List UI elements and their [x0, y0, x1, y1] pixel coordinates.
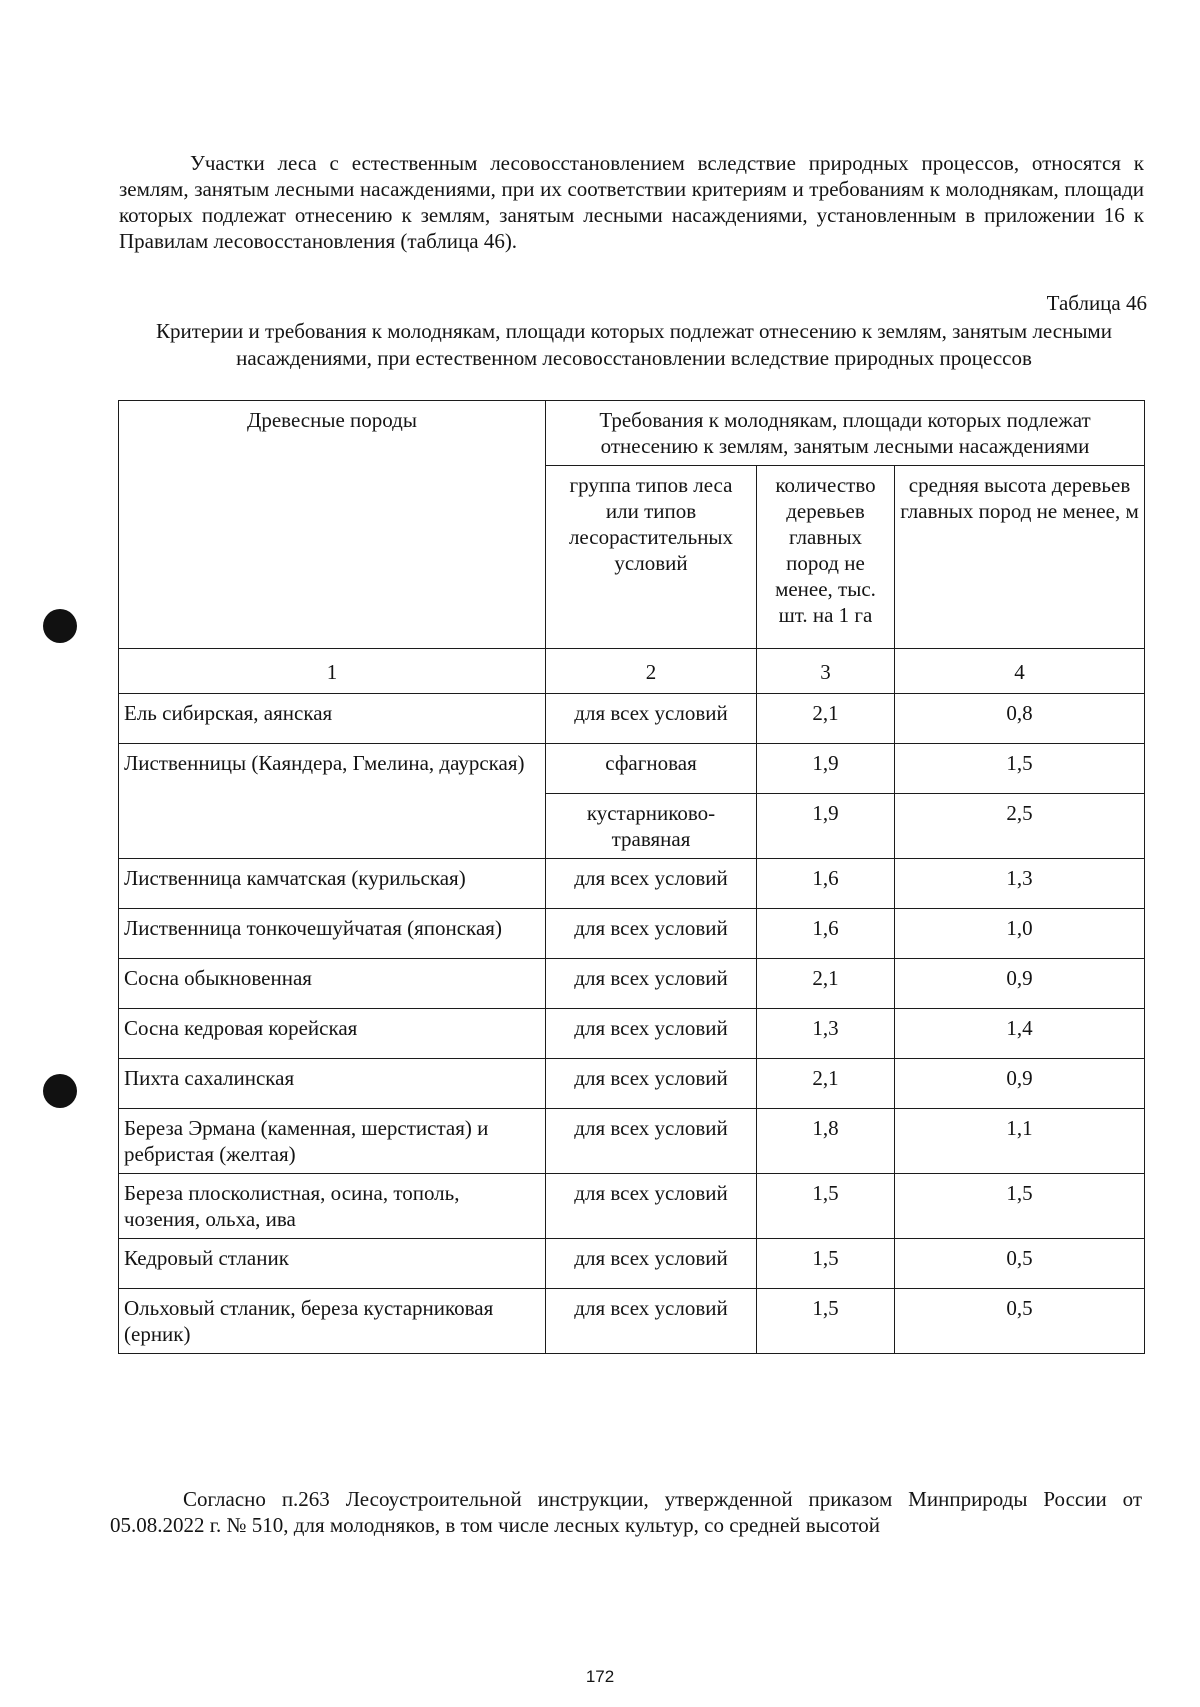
header-forest-type: группа типов леса или типов лесорастительных условий	[546, 466, 757, 649]
count-cell: 1,9	[757, 744, 895, 794]
table-row	[119, 1009, 1145, 1059]
condition-cell: для всех условий	[546, 1109, 757, 1174]
condition-cell: для всех условий	[546, 909, 757, 959]
count-cell: 1,5	[757, 1174, 895, 1239]
condition-cell: для всех условий	[546, 694, 757, 744]
count-cell: 1,6	[757, 909, 895, 959]
count-cell: 1,5	[757, 1239, 895, 1289]
header-requirements: Требования к молоднякам, площади которых подлежат отнесению к землям, занятым лесными насаждениями	[546, 401, 1145, 466]
condition-cell: для всех условий	[546, 1174, 757, 1239]
height-cell: 0,5	[895, 1239, 1145, 1289]
height-cell: 1,5	[895, 1174, 1145, 1239]
height-cell: 1,4	[895, 1009, 1145, 1059]
species-cell: Лиственница тонкочешуйчатая (японская)	[119, 909, 546, 959]
table-row	[119, 1239, 1145, 1289]
page-number: 172	[585, 1667, 615, 1686]
table-row	[119, 1289, 1145, 1354]
column-number: 4	[895, 649, 1145, 694]
species-cell: Сосна обыкновенная	[119, 959, 546, 1009]
species-cell: Лиственницы (Каяндера, Гмелина, даурская)	[119, 744, 546, 859]
header-average-height: средняя высота деревьев главных пород не менее, м	[895, 466, 1145, 649]
intro-paragraph: Участки леса с естественным лесовосстановлением вследствие природных процессов, относятся к землям, занятым лесными насаждениями, при их соответствии критериям и требованиям к молоднякам, площади которых подлежат отнесению к землям, занятым лесными насаждениями, установленным в приложении 16 к Правилам лесовосстановления (таблица 46).	[119, 151, 1144, 253]
table-row	[119, 1174, 1145, 1239]
table-row	[119, 909, 1145, 959]
header-species: Древесные породы	[119, 401, 546, 649]
table-row	[119, 1059, 1145, 1109]
height-cell: 0,9	[895, 1059, 1145, 1109]
hole-punch-mark	[43, 1074, 77, 1108]
condition-cell: кустарниково-травяная	[546, 794, 757, 859]
count-cell: 1,9	[757, 794, 895, 859]
condition-cell: для всех условий	[546, 1239, 757, 1289]
height-cell: 1,1	[895, 1109, 1145, 1174]
count-cell: 1,8	[757, 1109, 895, 1174]
count-cell: 2,1	[757, 959, 895, 1009]
condition-cell: сфагновая	[546, 744, 757, 794]
count-cell: 1,6	[757, 859, 895, 909]
species-cell: Сосна кедровая корейская	[119, 1009, 546, 1059]
species-cell: Ольховый стланик, береза кустарниковая (ерник)	[119, 1289, 546, 1354]
count-cell: 1,3	[757, 1009, 895, 1059]
height-cell: 0,5	[895, 1289, 1145, 1354]
table-row	[119, 959, 1145, 1009]
condition-cell: для всех условий	[546, 1059, 757, 1109]
closing-paragraph: Согласно п.263 Лесоустроительной инструкции, утвержденной приказом Минприроды России от 05.08.2022 г. № 510, для молодняков, в том числе лесных культур, со средней высотой	[110, 1487, 1142, 1537]
hole-punch-mark	[43, 609, 77, 643]
table-row	[119, 859, 1145, 909]
species-cell: Береза плосколистная, осина, тополь, чозения, ольха, ива	[119, 1174, 546, 1239]
height-cell: 2,5	[895, 794, 1145, 859]
column-number-row	[119, 649, 1145, 694]
table-label: Таблица 46	[1046, 291, 1147, 315]
table-row	[119, 744, 1145, 794]
height-cell: 1,0	[895, 909, 1145, 959]
condition-cell: для всех условий	[546, 1009, 757, 1059]
table-header-row	[119, 401, 1145, 466]
condition-cell: для всех условий	[546, 959, 757, 1009]
height-cell: 0,9	[895, 959, 1145, 1009]
condition-cell: для всех условий	[546, 859, 757, 909]
count-cell: 2,1	[757, 694, 895, 744]
height-cell: 0,8	[895, 694, 1145, 744]
height-cell: 1,3	[895, 859, 1145, 909]
species-cell: Пихта сахалинская	[119, 1059, 546, 1109]
species-cell: Кедровый стланик	[119, 1239, 546, 1289]
table-row	[119, 1109, 1145, 1174]
species-cell: Ель сибирская, аянская	[119, 694, 546, 744]
species-cell: Лиственница камчатская (курильская)	[119, 859, 546, 909]
table-caption: Критерии и требования к молоднякам, площади которых подлежат отнесению к землям, занятым лесными насаждениями, при естественном лесовосстановлении вследствие природных процессов	[156, 319, 1112, 370]
criteria-table	[118, 400, 1145, 1354]
condition-cell: для всех условий	[546, 1289, 757, 1354]
column-number: 3	[757, 649, 895, 694]
count-cell: 1,5	[757, 1289, 895, 1354]
species-cell: Береза Эрмана (каменная, шерстистая) и ребристая (желтая)	[119, 1109, 546, 1174]
column-number: 1	[119, 649, 546, 694]
count-cell: 2,1	[757, 1059, 895, 1109]
column-number: 2	[546, 649, 757, 694]
height-cell: 1,5	[895, 744, 1145, 794]
table-row	[119, 694, 1145, 744]
header-tree-count: количество деревьев главных пород не менее, тыс. шт. на 1 га	[757, 466, 895, 649]
